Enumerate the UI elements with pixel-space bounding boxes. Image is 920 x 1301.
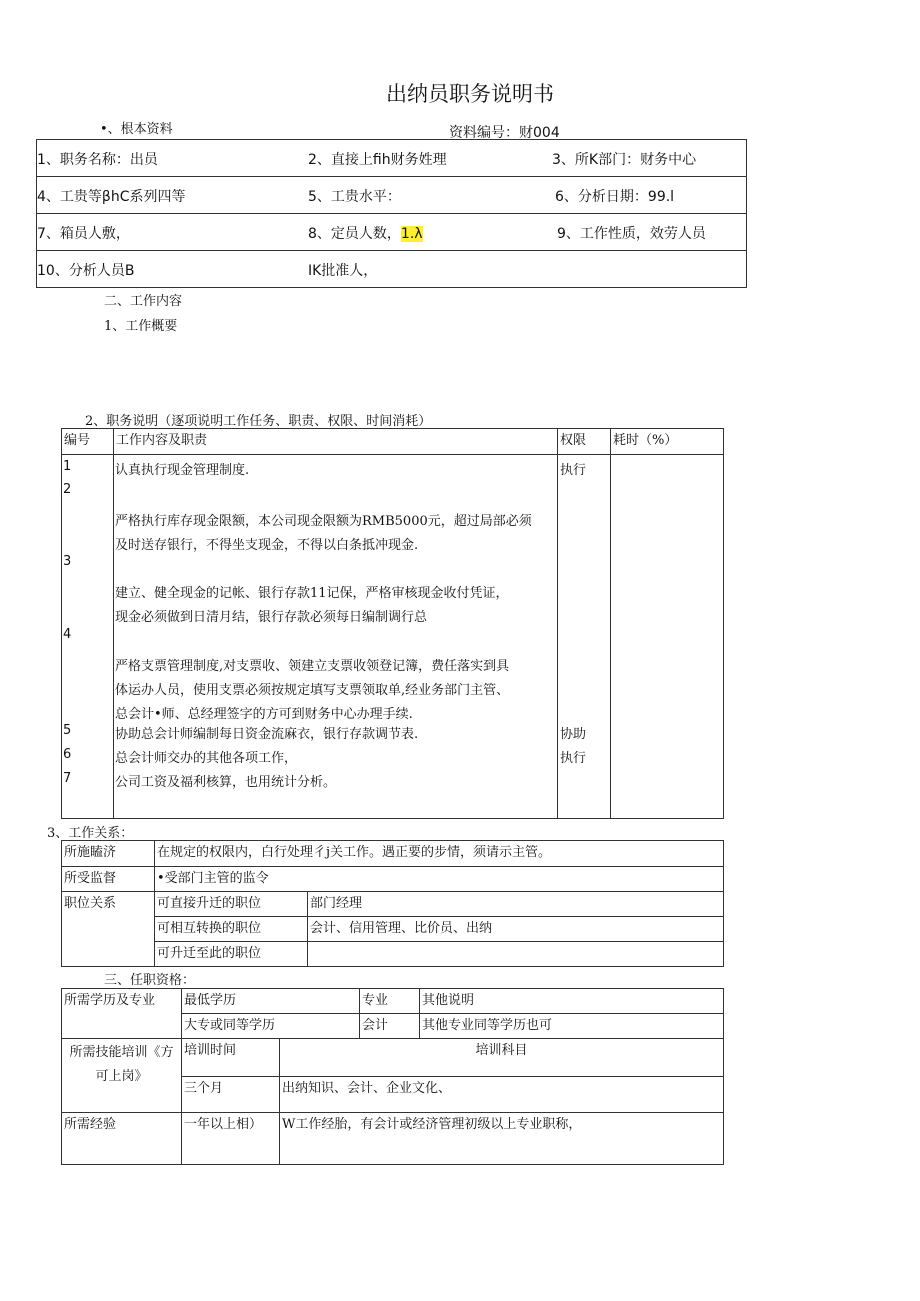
doc-number: 资料编号：财004 — [449, 125, 560, 141]
duty-line: 协助总会计师编制每日资金流麻衣，银行存款调节表. — [115, 727, 419, 742]
col-header-authority: 权限 — [558, 429, 611, 455]
basic-cell — [308, 223, 423, 243]
basic-cell: 2、直接上fih财务姓理 — [308, 152, 447, 168]
training-value: 三个月 — [182, 1077, 280, 1113]
edu-header: 专业 — [360, 989, 420, 1014]
basic-row-1 — [37, 140, 747, 177]
duty-line: 严格执行库存现金限额，本公司现金限额为RMB5000元，超过局部必须 — [115, 514, 532, 529]
supervise-label: 所施瞌济 — [62, 841, 155, 867]
edu-value: 会计 — [360, 1014, 420, 1039]
basic-cell: 9、工作性质，效劳人员 — [557, 226, 706, 242]
qualifications-table — [61, 988, 724, 1165]
edu-value: 其他专业同等学历也可 — [420, 1014, 724, 1039]
duty-line: 建立、健全现金的记帐、银行存款11记保，严格审核现金收付凭证， — [115, 586, 509, 601]
supervised-label: 所受监督 — [62, 867, 155, 892]
edu-header: 最低学历 — [182, 989, 360, 1014]
basic-cell: 7、箱员人敷， — [37, 226, 130, 242]
duty-number: 3 — [63, 554, 72, 569]
position-row-value: 会计、信用管理、比价员、出纳 — [308, 917, 724, 942]
basic-row-3 — [37, 214, 747, 251]
education-label: 所需学历及专业 — [62, 989, 182, 1039]
basic-cell: IK批准人， — [308, 263, 378, 279]
duty-number: 7 — [63, 771, 72, 786]
position-label: 职位关系 — [62, 892, 155, 967]
basic-cell-text: 8、定员人数， — [308, 226, 401, 242]
duty-line: 现金必须做到日清月结，银行存款必须每日编制调行总 — [115, 610, 428, 625]
training-label: 所需技能培训《方可上岗》 — [62, 1039, 182, 1113]
experience-time: 一年以上相） — [182, 1113, 280, 1165]
duty-line: 及时送存银行，不得坐支现金，不得以白条抵冲现金. — [115, 538, 419, 553]
position-row-label: 可相互转换的职位 — [155, 917, 308, 942]
relations-table — [61, 840, 724, 967]
experience-value: W工作经胎，有会计或经济管理初级以上专业职称， — [280, 1113, 724, 1165]
qualifications-heading: 三、任职资格： — [104, 973, 196, 988]
experience-label: 所需经验 — [62, 1113, 182, 1165]
basic-info-table — [36, 139, 747, 288]
position-row-value — [308, 942, 724, 967]
duty-time-cell — [611, 455, 724, 819]
duty-line: 体运办人员，使用支票必须按规定填写支票领取单,经业务部门主管、 — [115, 683, 510, 698]
duty-line: 总会计师交办的其他各项工作， — [115, 751, 298, 766]
basic-info-heading: •、根本资料 — [100, 122, 173, 137]
relations-heading: 3、工作关系： — [47, 826, 134, 841]
duty-authority: 协助 — [560, 727, 587, 742]
basic-cell: 5、工贵水平： — [308, 189, 401, 205]
training-header: 培训时间 — [182, 1039, 280, 1077]
duties-heading: 2、职务说明（逐项说明工作任务、职责、权限、时间消耗） — [85, 414, 432, 429]
basic-cell: 1、职务名称：出员 — [37, 152, 158, 168]
overview-heading: 1、工作概要 — [104, 319, 178, 334]
edu-header: 其他说明 — [420, 989, 724, 1014]
duty-number: 4 — [63, 627, 72, 642]
duty-line: 总会计•师、总经理签字的方可到财务中心办理手续. — [115, 707, 413, 722]
duty-line: 公司工资及福利核算，也用统计分析。 — [115, 775, 337, 790]
basic-cell: 4、工贵等βhC系列四等 — [37, 189, 186, 205]
edu-value: 大专或同等学历 — [182, 1014, 360, 1039]
duty-line: 认真执行现金管理制度. — [115, 463, 250, 478]
duty-number: 6 — [63, 747, 72, 762]
page-title: 出纳员职务说明书 — [386, 82, 554, 106]
duty-number: 2 — [63, 482, 72, 497]
col-header-content: 工作内容及职责 — [114, 429, 558, 455]
basic-cell: 3、所K部门：财务中心 — [552, 152, 697, 168]
training-header: 培训科目 — [280, 1039, 724, 1077]
highlight-mark: 1.λ — [400, 226, 423, 242]
basic-row-4 — [37, 251, 747, 288]
duty-authority: 执行 — [560, 463, 587, 478]
position-row-label: 可直接升迁的职位 — [155, 892, 308, 917]
position-row-label: 可升迁至此的职位 — [155, 942, 308, 967]
duty-authority: 执行 — [560, 751, 587, 766]
supervise-value: 在规定的权限内，白行处理彳j关工作。遇正要的步情，须请示主管。 — [155, 841, 724, 867]
position-row-value: 部门经理 — [308, 892, 724, 917]
basic-cell: 6、分析日期：99.l — [555, 189, 675, 205]
work-content-heading: 二、工作内容 — [104, 294, 183, 309]
duty-number: 5 — [63, 723, 72, 738]
training-value: 出纳知识、会计、企业文化、 — [280, 1077, 724, 1113]
col-header-time: 耗时（%） — [611, 429, 724, 455]
supervised-value: •受部门主管的监令 — [155, 867, 724, 892]
duty-number: 1 — [63, 459, 72, 474]
duty-line: 严格支票管理制度,对支票收、领建立支票收领登记簿，费任落实到具 — [115, 659, 510, 674]
basic-row-2 — [37, 177, 747, 214]
basic-cell: 10、分析人员B — [37, 263, 135, 279]
col-header-number: 编号 — [62, 429, 114, 455]
